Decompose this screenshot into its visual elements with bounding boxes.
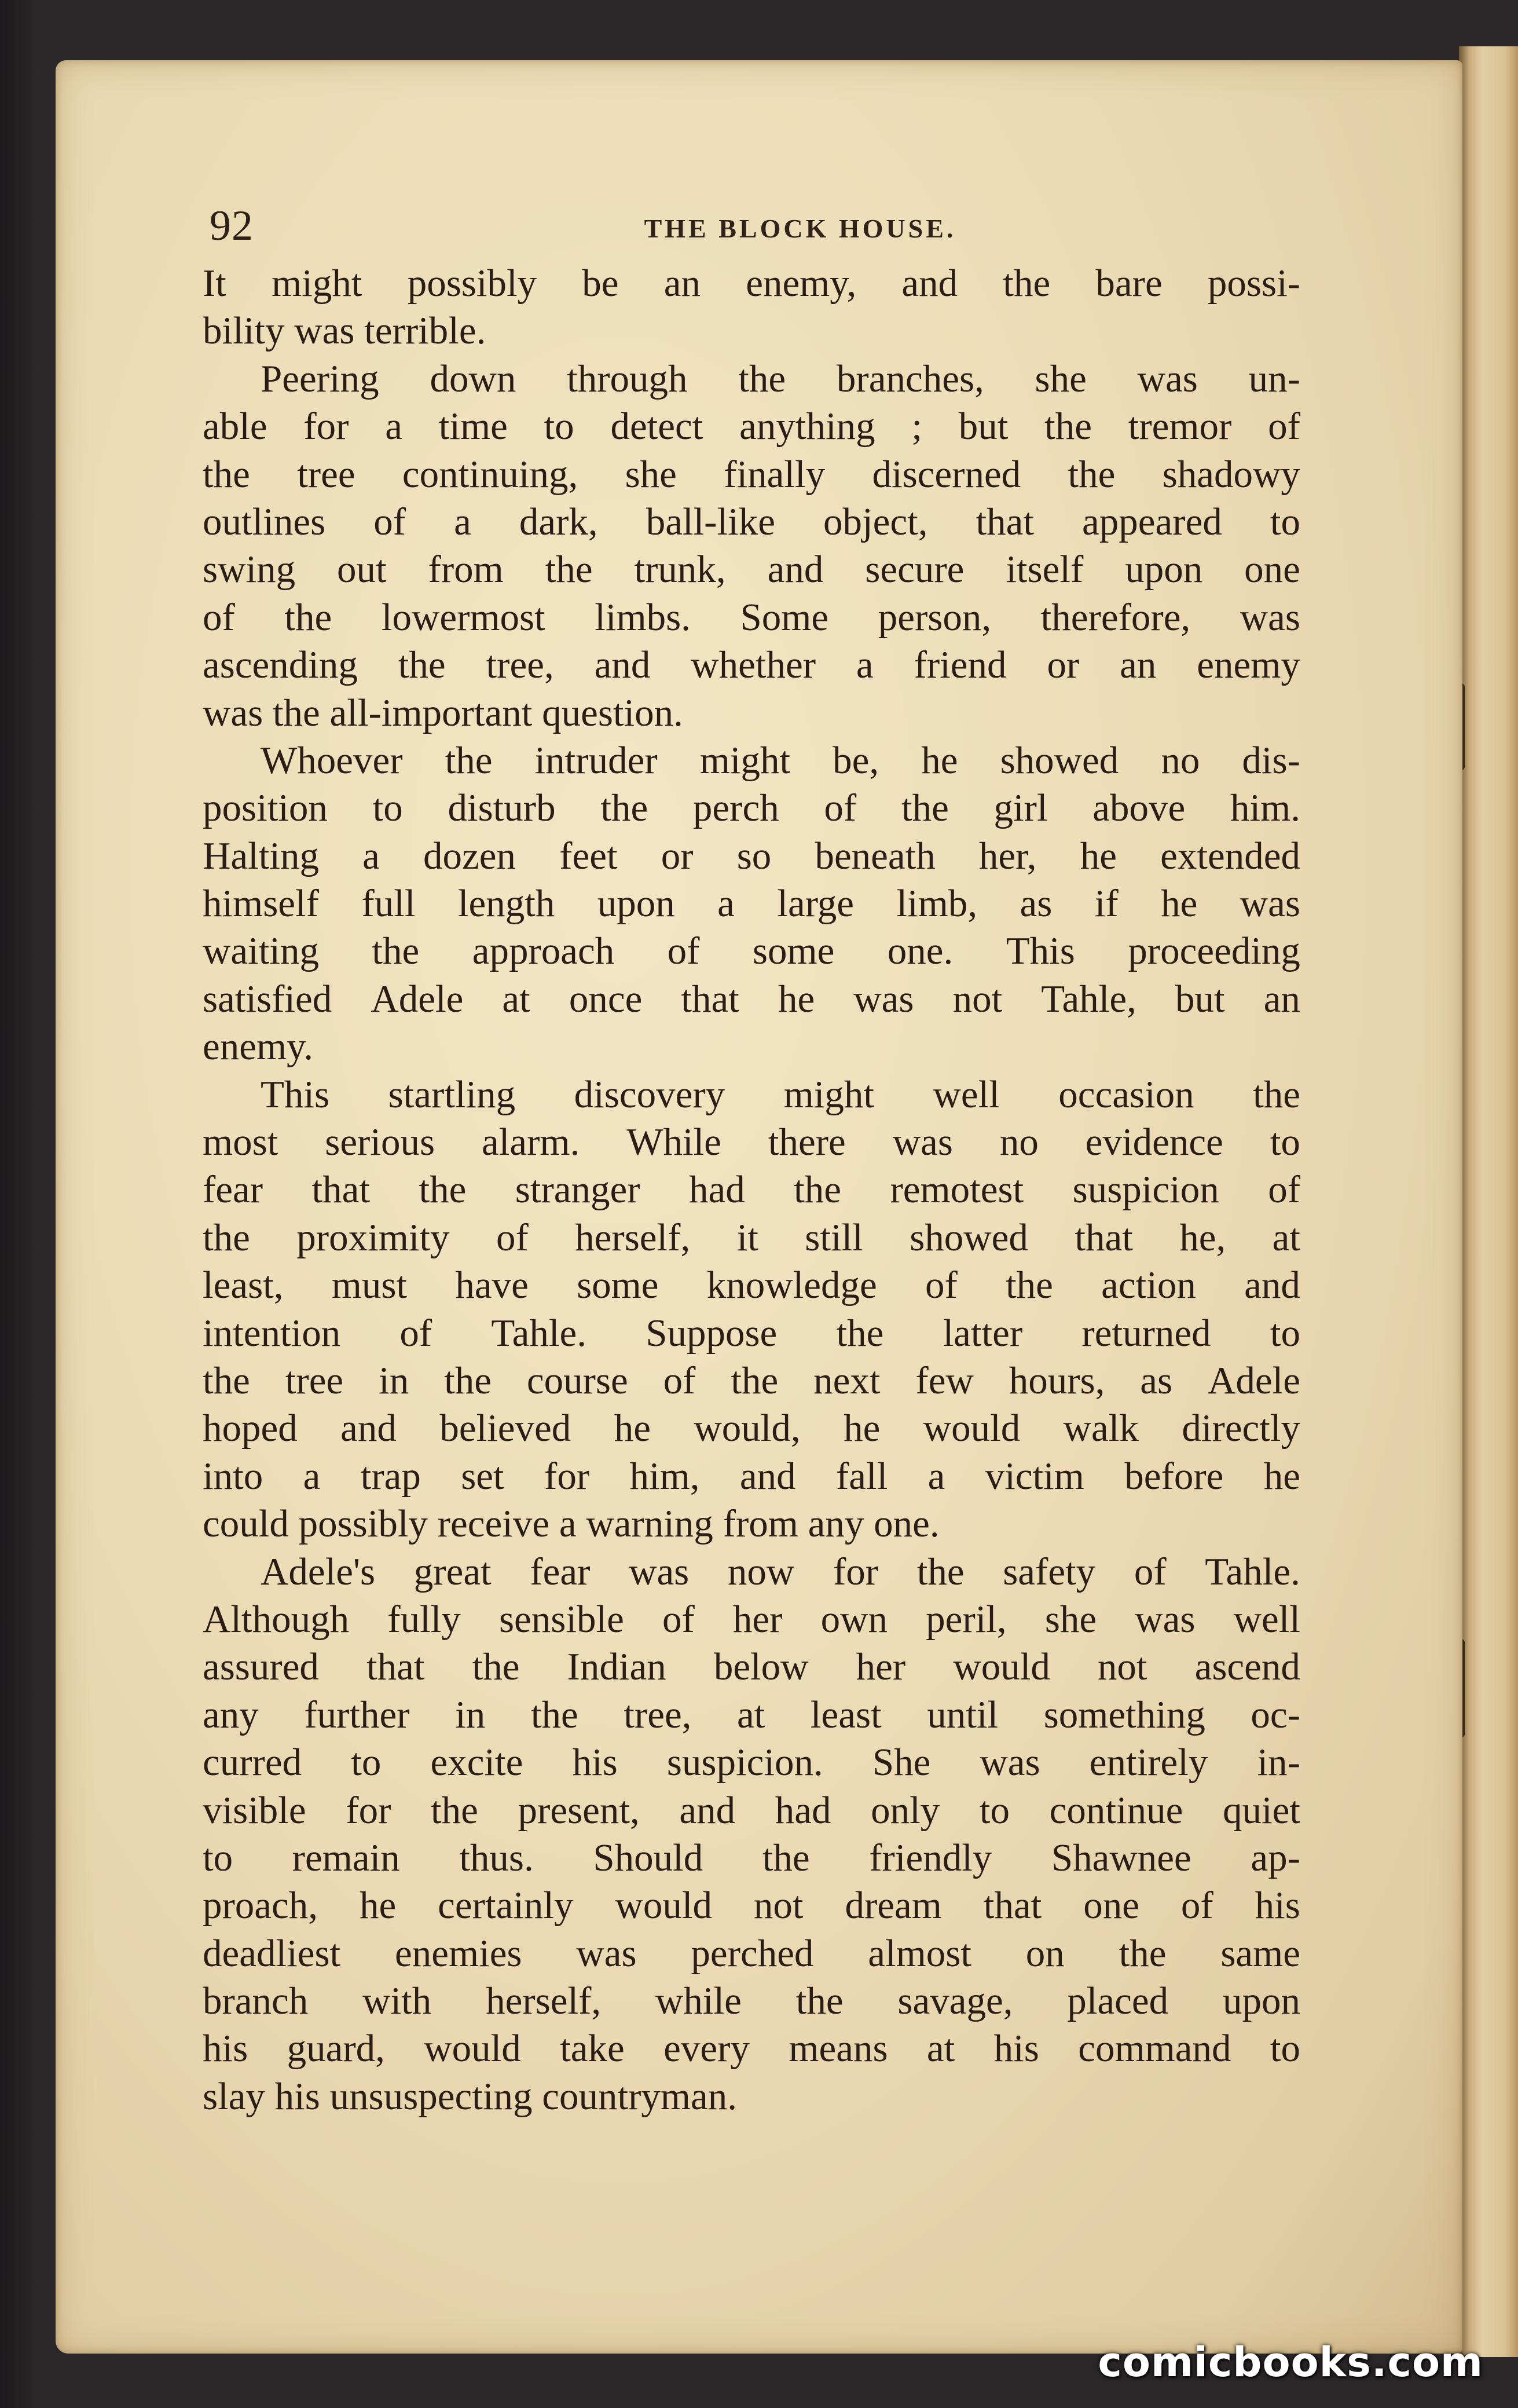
text-line: proach, he certainly would not dream that one of his <box>203 1884 1300 1927</box>
text-line: into a trap set for him, and fall a victim before he <box>203 1454 1300 1498</box>
text-line: the proximity of herself, it still showed that he, at <box>203 1216 1300 1259</box>
text-line: outlines of a dark, ball-like object, that appeared to <box>203 500 1300 543</box>
page-header <box>210 197 1310 261</box>
adjacent-page-edge <box>1459 46 1518 2357</box>
text-line: Halting a dozen feet or so beneath her, he extended <box>203 834 1300 877</box>
text-line: the tree continuing, she finally discerned the shadowy <box>203 452 1300 496</box>
text-line: ascending the tree, and whether a friend or an enemy <box>203 643 1300 687</box>
text-line: curred to excite his suspicion. She was entirely in- <box>203 1741 1300 1784</box>
text-line: of the lowermost limbs. Some person, therefore, was <box>203 595 1300 639</box>
text-line: fear that the stranger had the remotest suspicion of <box>203 1168 1300 1212</box>
text-line: Peering down through the branches, she was un- <box>261 357 1300 400</box>
body-text <box>203 259 1300 2120</box>
text-line: assured that the Indian below her would not ascend <box>203 1645 1300 1689</box>
text-line: intention of Tahle. Suppose the latter returned to <box>203 1311 1300 1355</box>
text-line: any further in the tree, at least until something oc- <box>203 1693 1300 1736</box>
text-line: himself full length upon a large limb, as if he was <box>203 882 1300 925</box>
running-head: THE BLOCK HOUSE. <box>644 214 956 243</box>
text-line: to remain thus. Should the friendly Shawnee ap- <box>203 1836 1300 1879</box>
text-line: This startling discovery might well occasion the <box>261 1073 1300 1116</box>
text-line: his guard, would take every means at his command to <box>203 2027 1300 2070</box>
text-line: least, must have some knowledge of the action and <box>203 1264 1300 1307</box>
text-line: Whoever the intruder might be, he showed no dis- <box>261 738 1300 782</box>
text-line: hoped and believed he would, he would walk directly <box>203 1407 1300 1450</box>
text-line: visible for the present, and had only to continue quiet <box>203 1788 1300 1832</box>
text-line: enemy. <box>203 1025 313 1068</box>
text-line: Adele's great fear was now for the safety of Tahle. <box>261 1550 1300 1593</box>
text-line: bility was terrible. <box>203 309 486 353</box>
text-line: able for a time to detect anything ; but the tremor of <box>203 405 1300 448</box>
text-line: branch with herself, while the savage, placed upon <box>203 1979 1300 2023</box>
text-line: deadliest enemies was perched almost on the same <box>203 1931 1300 1975</box>
text-line: was the all-important question. <box>203 691 683 734</box>
text-line: the tree in the course of the next few hours, as Adele <box>203 1359 1300 1402</box>
text-line: could possibly receive a warning from any one. <box>203 1502 940 1546</box>
text-line: slay his unsuspecting countryman. <box>203 2074 737 2118</box>
text-line: position to disturb the perch of the girl above him. <box>203 786 1300 830</box>
text-line: most serious alarm. While there was no evidence to <box>203 1121 1300 1164</box>
watermark: comicbooks.com <box>1098 2339 1483 2386</box>
text-line: satisfied Adele at once that he was not Tahle, but an <box>203 977 1300 1020</box>
page-number: 92 <box>210 202 254 250</box>
text-line: Although fully sensible of her own peril, she was well <box>203 1597 1300 1641</box>
text-line: It might possibly be an enemy, and the bare possi- <box>203 262 1300 305</box>
text-line: waiting the approach of some one. This proceeding <box>203 929 1300 973</box>
text-line: swing out from the trunk, and secure itself upon one <box>203 548 1300 591</box>
